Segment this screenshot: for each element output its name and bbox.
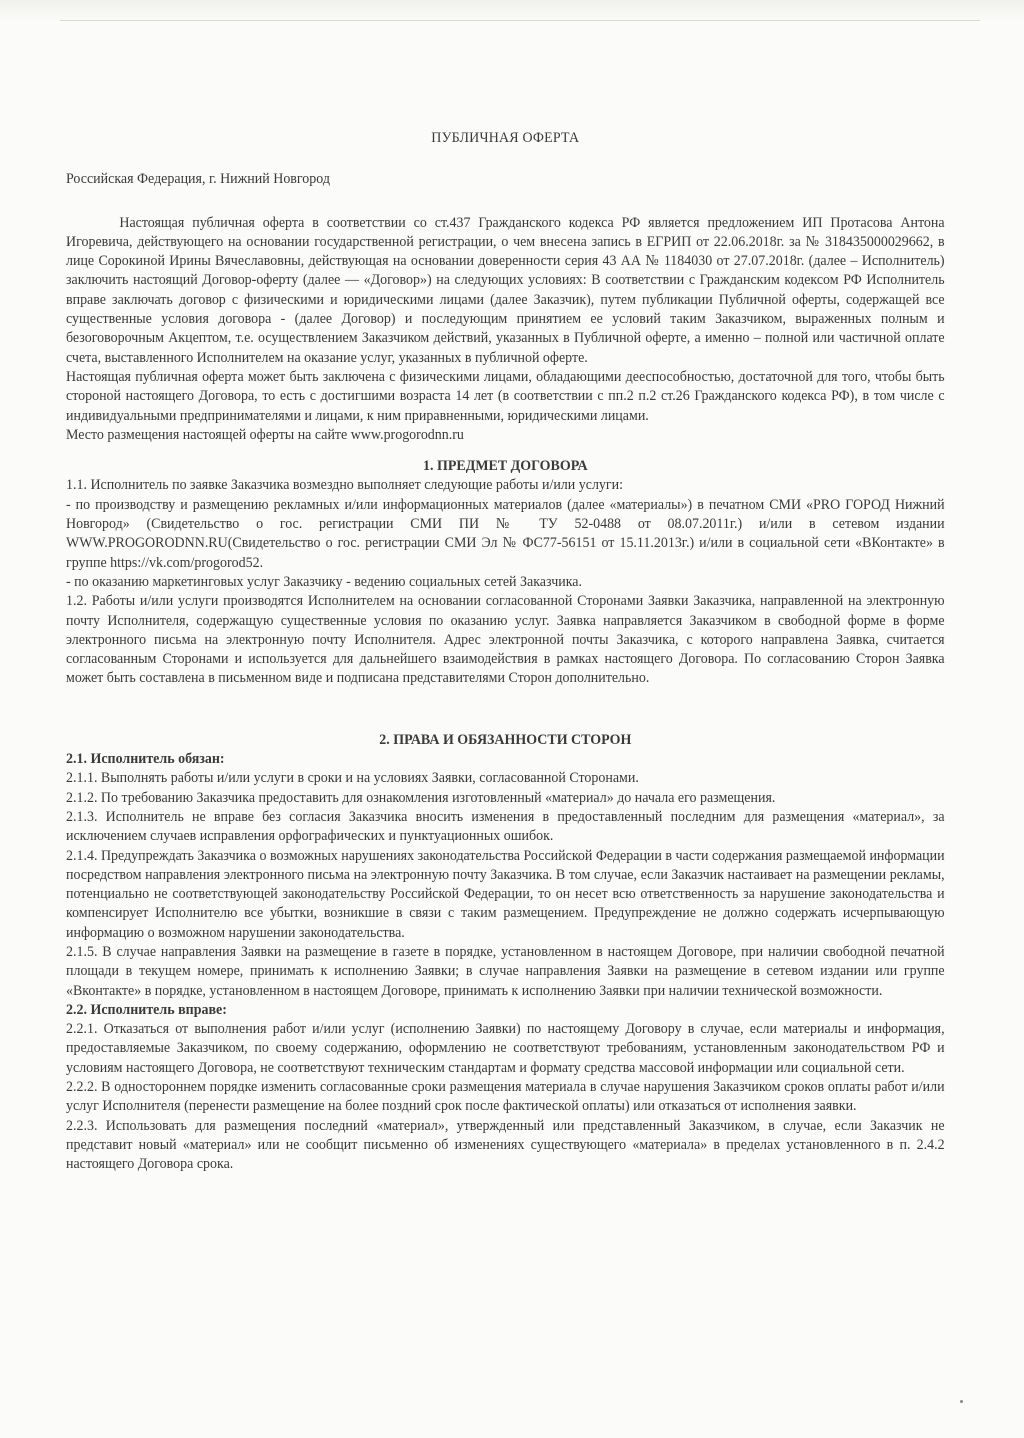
scan-border-line [60,20,980,21]
clause-2-2-2: 2.2.2. В одностороннем порядке изменить согласованные сроки размещения материала в случае нарушения Заказчиком сроков оплаты работ и/или услуг Исполнителя (перенести размещение на более поздний срок после фактической оплаты) или отказаться от исполнения заявки. [66,1078,945,1115]
clause-2-1-5: 2.1.5. В случае направления Заявки на размещение в газете в порядке, установленном в настоящем Договоре, при наличии свободной печатной площади в текущем номере, принимать к исполнению Заявки; в случае направления Заявки на размещение в сетевом издании или группе «Вконтакте» в порядке, установленном в настоящем Договоре, принимать к исполнению Заявки при наличии технической возможности. [66,942,945,999]
subsection-2-2-heading: 2.2. Исполнитель вправе: [66,1000,227,1018]
section-1-paragraph: 1.2. Работы и/или услуги производятся Исполнителем на основании согласованной Сторонами Заявки Заказчика, направленной на электронную почту Исполнителя, содержащую существенные условия по оказанию услуг. Заявка направляется Заказчиком в свободной форме в форме электронного письма на электронную почту Исполнителя. Адрес электронной почты Заказчика, с которого направлена Заявка, считается согласованным Сторонами и используется для дальнейшего взаимодействия в рамках настоящего Договора. По согласованию Сторон Заявка может быть составлена в письменном виде и подписана представителями Сторон дополнительно. [66,592,945,687]
clause-2-1-2: 2.1.2. По требованию Заказчика предоставить для ознакомления изготовленный «материал» до начала его размещения. [66,788,776,806]
subsection-2-1-heading: 2.1. Исполнитель обязан: [66,750,225,768]
clause-2-1-3: 2.1.3. Исполнитель не вправе без согласия Заказчика вносить изменения в предоставленный последним для размещения «материал», за исключением случаев исправления орфографических и пунктуационных ошибок. [66,807,945,845]
intro-paragraph-1: Настоящая публичная оферта в соответствии со ст.437 Гражданского кодекса РФ является предложением ИП Протасова Антона Игоревича, действующего на основании государственной регистрации, о чем внесена запись в ЕГРИП от 22.06.2018г. за № 318435000029662, в лице Сорокиной Ирины Вячеславовны, действующая на основании доверенности серия 43 АА № 1184030 от 27.07.2018г. (далее – Исполнитель) заключить настоящий Договор-оферту (далее — «Договор») на следующих условиях: В соответствии с Гражданским кодексом РФ Исполнитель вправе заключать договор с физическими и юридическими лицами (далее Заказчик), путем публикации Публичной оферты, содержащей все существенные условия договора - (далее Договор) и последующим принятием ее условий таким Заказчиком, выраженных полным и безоговорочным Акцептом, т.е. осуществлением Заказчиком действий, указанных в Публичной оферте, а именно – полной или частичной оплате счета, выставленного Исполнителем на оказание услуг, указанных в публичной оферте. [66,213,945,366]
document-page [66,128,945,1174]
clause-2-2-1: 2.2.1. Отказаться от выполнения работ и/или услуг (исполнению Заявки) по настоящему Договору в случае, если материалы и информация, предоставляемые Заказчиком, по своему содержанию, оформлению не соответствуют требованиям, установленным законодательством РФ и условиям настоящего Договора, не соответствуют техническим стандартам и формату средства массовой информации или социальной сети. [66,1020,945,1076]
scan-speck [960,1400,963,1403]
intro-paragraph-2: Настоящая публичная оферта может быть заключена с физическими лицами, обладающими дееспособностью, достаточной для того, чтобы быть стороной настоящего Договора, то есть с достигшими возраста 14 лет (в соответствии с пп.2 п.2 ст.26 Гражданского кодекса РФ), в том числе с индивидуальными предпринимателями и лицами, к ним приравненными, юридическими лицами. [66,367,945,424]
clause-2-1-4: 2.1.4. Предупреждать Заказчика о возможных нарушениях законодательства Российской Федерации в части содержания размещаемой информации посредством направления электронного письма на электронную почту Заказчика. В том случае, если Заказчик настаивает на размещении рекламы, потенциально не соответствующей законодательству Российской Федерации, то он несет всю ответственность за нарушение законодательства и компенсирует Исполнителю все убытки, возникшие в связи с таким размещением. Предупреждение не должно содержать исчерпывающую информацию о возможном нарушении законодательства. [66,846,945,941]
clause-2-2-3: 2.2.3. Использовать для размещения последний «материал», утвержденный или представленный Заказчиком, в случае, если Заказчик не представит новый «материал» или не сообщит письменно об изменениях существующего «материала» в пределах установленного в п. 2.4.2 настоящего Договора срока. [66,1116,945,1173]
section-1-paragraph: 1.1. Исполнитель по заявке Заказчика возмездно выполняет следующие работы и/или услуги: [66,476,623,494]
section-1-paragraph: - по производству и размещению рекламных и/или информационных материалов (далее «материалы») в печатном СМИ «PRO ГОРОД Нижний Новгород» (Свидетельство о гос. регистрации СМИ ПИ № ТУ 52-0488 от 08.07.2011г.) и/или в сетевом издании WWW.PROGORODNN.RU(Свидетельство о гос. регистрации СМИ Эл № ФС77-56151 от 15.11.2013г.) и/или в социальной сети «ВКонтакте» в группе https://vk.com/progorod52. [66,495,945,571]
scan-top-edge [0,0,1024,22]
section-2-heading: 2. ПРАВА И ОБЯЗАННОСТИ СТОРОН [379,730,632,748]
intro-paragraph-3: Место размещения настоящей оферты на сайте www.progorodnn.ru [66,425,464,443]
section-1-paragraph: - по оказанию маркетинговых услуг Заказчику - ведению социальных сетей Заказчика. [66,572,583,590]
document-title: ПУБЛИЧНАЯ ОФЕРТА [431,129,580,146]
section-1-heading: 1. ПРЕДМЕТ ДОГОВОРА [423,457,588,475]
clause-2-1-1: 2.1.1. Выполнять работы и/или услуги в сроки и на условиях Заявки, согласованной Сторонами. [66,769,639,787]
document-place: Российская Федерация, г. Нижний Новгород [66,170,330,188]
